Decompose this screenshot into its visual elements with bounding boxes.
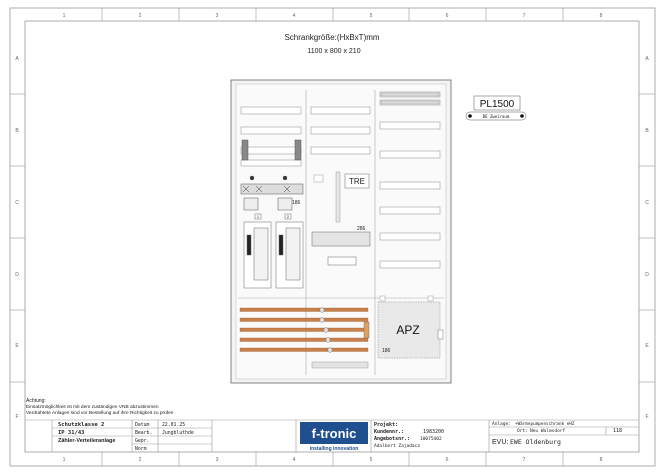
tb-angebot-value: 10075402 <box>420 437 442 442</box>
row-label-d-r: D <box>645 272 649 278</box>
notes-line-2: Verdrahtete Anlagen sind vor Bestellung auf ihre Richtigkeit zu prüfen <box>26 411 174 416</box>
row-label-a-r: A <box>645 56 649 62</box>
tre-label: TRE <box>349 177 365 186</box>
row-label-f-r: F <box>645 414 649 420</box>
tb-kunden-value: 1983200 <box>423 429 445 435</box>
tb-person: Adalbert Zajadacz <box>374 444 421 449</box>
meter-tag-1: 1 <box>256 214 260 219</box>
tb-norm-label: Norm <box>135 447 147 452</box>
ftronic-logo-sub: installing innovation <box>309 446 359 452</box>
col-label-3: 3 <box>215 13 219 19</box>
tre-rail <box>336 172 340 222</box>
tb-bearb-value: Jungbluthde <box>162 431 194 436</box>
tb-ip: IP 31/43 <box>58 430 85 436</box>
row-label-d: D <box>15 272 19 278</box>
dim-186-top: 186 <box>292 200 301 206</box>
tb-evu-value: EWE Oldenburg <box>510 438 561 446</box>
col-label-8b: 8 <box>599 457 603 463</box>
model-sub-dot-left <box>468 114 472 118</box>
col-label-5: 5 <box>369 13 373 19</box>
notes-heading: Achtung: <box>26 398 46 404</box>
model-label: PL1500 <box>479 99 515 110</box>
model-sub-label: DE Zweiraum <box>482 114 510 119</box>
ftronic-logo-text: f-tronic <box>311 426 357 441</box>
dim-186-bottom: 186 <box>382 348 391 354</box>
col-label-2b: 2 <box>138 457 142 463</box>
col-label-3b: 3 <box>215 457 219 463</box>
tb-datum-label: Datum <box>135 423 150 428</box>
tb-ort-value: Neu Walmsdorf <box>530 429 566 434</box>
tb-projekt-label: Projekt: <box>374 422 399 428</box>
tb-gepr-label: Gepr. <box>135 439 150 444</box>
tb-evu-label: EVU: <box>492 439 509 446</box>
apz-tab-right <box>428 296 433 301</box>
tb-anlage-value: +Wärmepumpenschrank eHZ <box>515 422 575 427</box>
col-label-7: 7 <box>522 13 526 19</box>
tb-datum-value: 22.01.25 <box>162 423 186 428</box>
col-label-4b: 4 <box>292 457 296 463</box>
plug-small <box>314 175 323 182</box>
row-label-b-r: B <box>645 128 649 134</box>
tb-angebot-label: Angebotsnr.: <box>374 436 411 442</box>
tb-sheet-no: 118 <box>613 428 623 434</box>
row-label-c-r: C <box>645 200 649 206</box>
row-label-f: F <box>15 414 19 420</box>
tb-class: Schutzklasse 2 <box>58 422 105 428</box>
dim-286: 286 <box>357 226 366 232</box>
din-rails-middle <box>311 107 370 154</box>
cabinet <box>231 80 526 383</box>
cabinet-dimensions: 1100 x 800 x 210 <box>307 48 361 55</box>
col-label-1: 1 <box>62 13 66 19</box>
col-label-5b: 5 <box>369 457 373 463</box>
row-label-b: B <box>15 128 19 134</box>
col-label-6: 6 <box>445 13 449 19</box>
col-label-4: 4 <box>292 13 296 19</box>
col-label-6b: 6 <box>445 457 449 463</box>
tb-ort-label: Ort: <box>517 429 528 434</box>
bottom-terminal-strip <box>312 362 368 368</box>
tb-kunden-label: Kundennr.: <box>374 429 405 435</box>
cabinet-size-title: Schrankgröße:(HxBxT)mm <box>284 33 380 42</box>
row-label-c: C <box>15 200 19 206</box>
meter-tag-2: 2 <box>286 214 290 219</box>
col-label-2: 2 <box>138 13 142 19</box>
row-label-a: A <box>15 56 19 62</box>
tb-type: Zähler-Verteileranlage <box>58 438 116 444</box>
tb-anlage-label: Anlage: <box>492 422 511 427</box>
notes-line-1: Einsatzmöglichkeit ist mit dem zuständigen VNB abzustimmen <box>26 405 159 410</box>
model-sub-dot-right <box>520 114 524 118</box>
col-label-1b: 1 <box>62 457 66 463</box>
row-label-e: E <box>15 343 19 349</box>
col-label-7b: 7 <box>522 457 526 463</box>
tb-bearb-label: Bearb. <box>135 431 153 436</box>
row-label-e-r: E <box>645 343 649 349</box>
apz-side-plug <box>438 330 443 339</box>
apz-label: APZ <box>396 323 420 337</box>
col-label-8: 8 <box>599 13 603 19</box>
apz-tab-left <box>380 296 385 301</box>
